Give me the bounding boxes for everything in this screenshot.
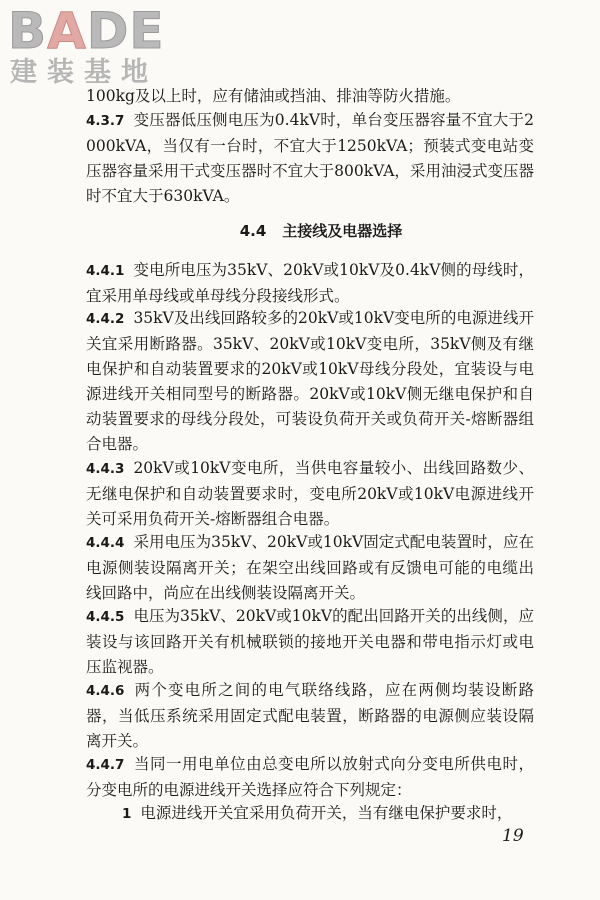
clause-number: 4.4.3 xyxy=(86,461,125,477)
clause-4-4-1 xyxy=(86,258,534,309)
logo-wordmark: BADE xyxy=(8,2,165,60)
clause-text: 采用电压为35kV、20kV或10kV固定式配电装置时，应在电源侧装设隔离开关；在架空出线回路或有反馈电可能的电缆出线回路中，尚应在出线侧装设隔离开关。 xyxy=(86,533,534,602)
clause-4-4-7 xyxy=(86,752,534,803)
section-title: 主接线及电器选择 xyxy=(282,222,403,240)
clause-4-4-3 xyxy=(86,456,534,532)
clause-text: 20kV或10kV变电所，当供电容量较小、出线回路数少、无继电保护和自动装置要求时，变电所20kV或10kV电源进线开关可采用负荷开关-熔断器组合电器。 xyxy=(86,459,534,528)
clause-number: 4.3.7 xyxy=(86,113,125,129)
clause-text: 当同一用电单位由总变电所以放射式向分变电所供电时，分变电所的电源进线开关选择应符合下列规定： xyxy=(86,755,534,799)
clause-number: 4.4.4 xyxy=(86,535,125,551)
clause-4-3-7 xyxy=(86,108,534,209)
list-item-number: 1 xyxy=(122,806,132,822)
clause-text: 变电所电压为35kV、20kV或10kV及0.4kV侧的母线时，宜采用单母线或单母线分段接线形式。 xyxy=(86,261,534,305)
clause-text: 两个变电所之间的电气联络线路，应在两侧均装设断路器，当低压系统采用固定式配电装置，断路器的电源侧应装设隔离开关。 xyxy=(86,681,534,750)
paragraph-continuation: 100kg及以上时，应有储油或挡油、排油等防火措施。 xyxy=(86,87,461,105)
section-heading xyxy=(86,219,556,243)
clause-4-4-2 xyxy=(86,306,534,457)
clause-number: 4.4.7 xyxy=(86,757,125,773)
clause-number: 4.4.1 xyxy=(86,263,125,279)
clause-4-4-6 xyxy=(86,678,534,754)
clause-text: 变压器低压侧电压为0.4kV时，单台变压器容量不宜大于2000kVA，当仅有一台时，不宜大于1250kVA；预装式变电站变压器容量采用干式变压器时不宜大于800kVA，采用油浸式变压器时不宜大于630kVA。 xyxy=(86,111,534,205)
watermark-logo xyxy=(8,2,178,94)
logo-tagline: 建装基地 xyxy=(10,57,158,88)
clause-number: 4.4.6 xyxy=(86,683,125,699)
list-item-1 xyxy=(86,801,534,827)
list-item-text: 电源进线开关宜采用负荷开关，当有继电保护要求时， xyxy=(140,804,513,822)
clause-number: 4.4.2 xyxy=(86,311,125,327)
clause-4-4-5 xyxy=(86,604,534,680)
section-number: 4.4 xyxy=(239,222,267,240)
clause-text: 电压为35kV、20kV或10kV的配出回路开关的出线侧，应装设与该回路开关有机械联锁的接地开关电器和带电指示灯或电压监视器。 xyxy=(86,607,534,676)
clause-text: 35kV及出线回路较多的20kV或10kV变电所的电源进线开关宜采用断路器。35kV、20kV或10kV变电所，35kV侧及有继电保护和自动装置要求的20kV或10kV母线分段处，宜装设与电源进线开关相同型号的断路器。20kV或10kV侧无继电保护和自动装置要求的母线分段处，可装设负荷开关或负荷开关-熔断器组合电器。 xyxy=(86,309,534,453)
clause-number: 4.4.5 xyxy=(86,609,125,625)
clause-4-4-4 xyxy=(86,530,534,606)
page-number: 19 xyxy=(502,826,524,846)
